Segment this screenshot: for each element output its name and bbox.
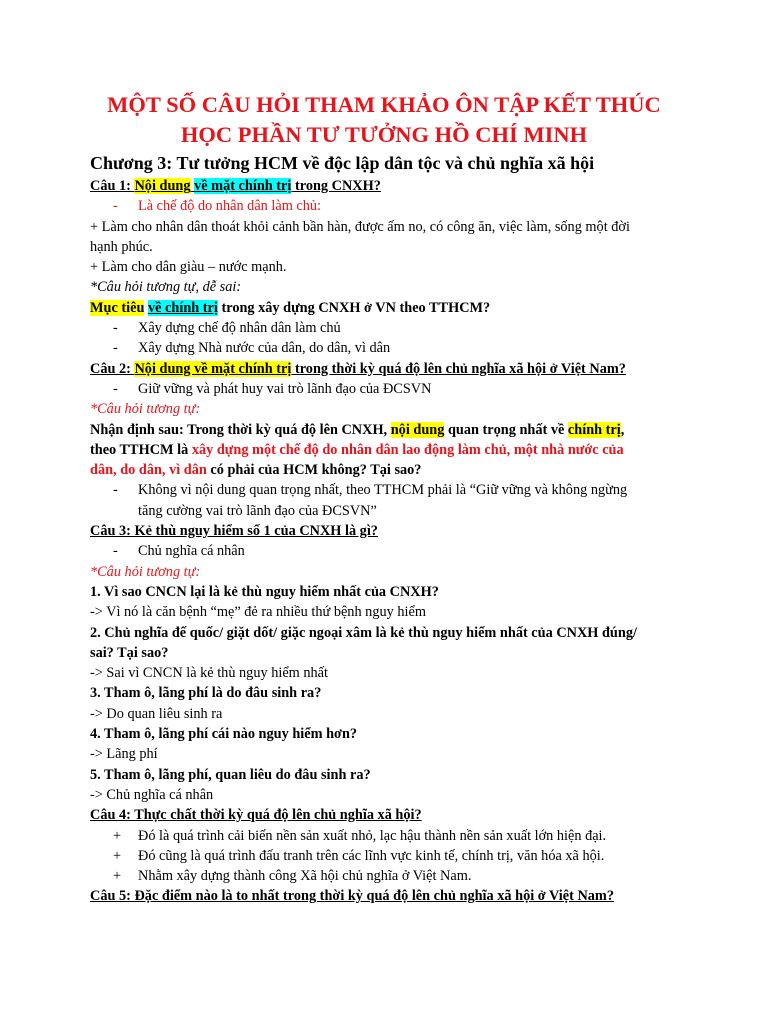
- q3-answer: - Chủ nghĩa cá nhân: [113, 543, 245, 560]
- q3-sub-answer-2: -> Sai vì CNCN là kẻ thù nguy hiểm nhất: [90, 665, 328, 682]
- title-line-1: MỘT SỐ CÂU HỎI THAM KHẢO ÔN TẬP KẾT THÚC: [107, 92, 661, 117]
- q4-point-1: + Đó là quá trình cải biến nền sản xuất nhỏ, lạc hậu thành nền sản xuất lớn hiện đại.: [113, 827, 607, 844]
- q3-sub-question-2-cont: sai? Tại sao?: [90, 644, 169, 661]
- title-line-2: HỌC PHẦN TƯ TƯỞNG HỒ CHÍ MINH: [180, 122, 588, 147]
- q4-point-3: + Nhằm xây dựng thành công Xã hội chủ nghĩa ở Việt Nam.: [113, 868, 472, 885]
- q3-sub-answer-4: -> Lãng phí: [90, 746, 158, 763]
- q3-sub-question-4: 4. Tham ô, lãng phí cái nào nguy hiểm hơn?: [90, 726, 358, 743]
- question-4: Câu 4: Thực chất thời kỳ quá độ lên chủ nghĩa xã hội?: [90, 807, 422, 824]
- question-5: Câu 5: Đặc điểm nào là to nhất trong thời kỳ quá độ lên chủ nghĩa xã hội ở Việt Nam?: [90, 888, 614, 905]
- q2-answer: - Giữ vững và phát huy vai trò lãnh đạo của ĐCSVN: [113, 380, 432, 397]
- q1-similar-answer-2: - Xây dựng Nhà nước của dân, do dân, vì dân: [113, 340, 391, 357]
- question-3: Câu 3: Kẻ thù nguy hiểm số 1 của CNXH là gì?: [90, 523, 378, 540]
- q3-sub-question-3: 3. Tham ô, lãng phí là do đâu sinh ra?: [90, 685, 322, 702]
- q1-similar-label: *Câu hỏi tương tự, dễ sai:: [90, 279, 242, 296]
- q2-similar-answer: - Không vì nội dung quan trọng nhất, theo TTHCM phải là “Giữ vững và không ngừng: [113, 482, 628, 499]
- q3-sub-question-2: 2. Chủ nghĩa đế quốc/ giặt dốt/ giặc ngoại xâm là kẻ thù nguy hiểm nhất của CNXH đúng/: [90, 624, 637, 641]
- q3-sub-question-1: 1. Vì sao CNCN lại là kẻ thù nguy hiểm nhất của CNXH?: [90, 583, 439, 600]
- chapter-heading: Chương 3: Tư tưởng HCM về độc lập dân tộc và chủ nghĩa xã hội: [90, 153, 595, 173]
- q3-sub-answer-3: -> Do quan liêu sinh ra: [90, 705, 223, 722]
- q2-statement-line-3: dân, do dân, vì dân có phải của HCM không? Tại sao?: [90, 462, 422, 479]
- q4-point-2: + Đó cũng là quá trình đấu tranh trên các lĩnh vực kinh tế, chính trị, văn hóa xã hội.: [113, 847, 605, 864]
- q2-similar-answer-cont: tăng cường vai trò lãnh đạo của ĐCSVN”: [138, 502, 377, 519]
- question-2: Câu 2: Nội dung về mặt chính trị trong thời kỳ quá độ lên chủ nghĩa xã hội ở Việt Nam?: [90, 360, 626, 377]
- q3-sub-answer-5: -> Chủ nghĩa cá nhân: [90, 786, 214, 803]
- q1-answer: - Là chế độ do nhân dân làm chủ:: [113, 198, 322, 215]
- question-1: Câu 1: Nội dung về mặt chính trị trong CNXH?: [90, 178, 381, 194]
- q1-point-1-cont: hạnh phúc.: [90, 238, 153, 255]
- q1-point-1: + Làm cho nhân dân thoát khỏi cảnh bần hàn, được ấm no, có công ăn, việc làm, sống một đời: [90, 218, 630, 235]
- q3-sub-answer-1: -> Vì nó là căn bệnh “mẹ” đẻ ra nhiều thứ bệnh nguy hiểm: [90, 604, 426, 621]
- document-title: [0, 90, 768, 150]
- q3-sub-question-5: 5. Tham ô, lãng phí, quan liêu do đâu sinh ra?: [90, 766, 371, 783]
- q1-similar-answer-1: - Xây dựng chế độ nhân dân làm chủ: [113, 320, 341, 337]
- q3-similar-label: *Câu hỏi tương tự:: [90, 563, 201, 580]
- q2-statement-line-1: Nhận định sau: Trong thời kỳ quá độ lên CNXH, nội dung quan trọng nhất về chính trị,: [90, 421, 625, 438]
- q2-similar-label: *Câu hỏi tương tự:: [90, 401, 201, 418]
- q1-similar-question: Mục tiêu về chính trị trong xây dựng CNXH ở VN theo TTHCM?: [90, 299, 491, 316]
- q2-statement-line-2: theo TTHCM là xây dựng một chế độ do nhân dân lao động làm chủ, một nhà nước của: [90, 441, 624, 458]
- q1-point-2: + Làm cho dân giàu – nước mạnh.: [90, 259, 287, 276]
